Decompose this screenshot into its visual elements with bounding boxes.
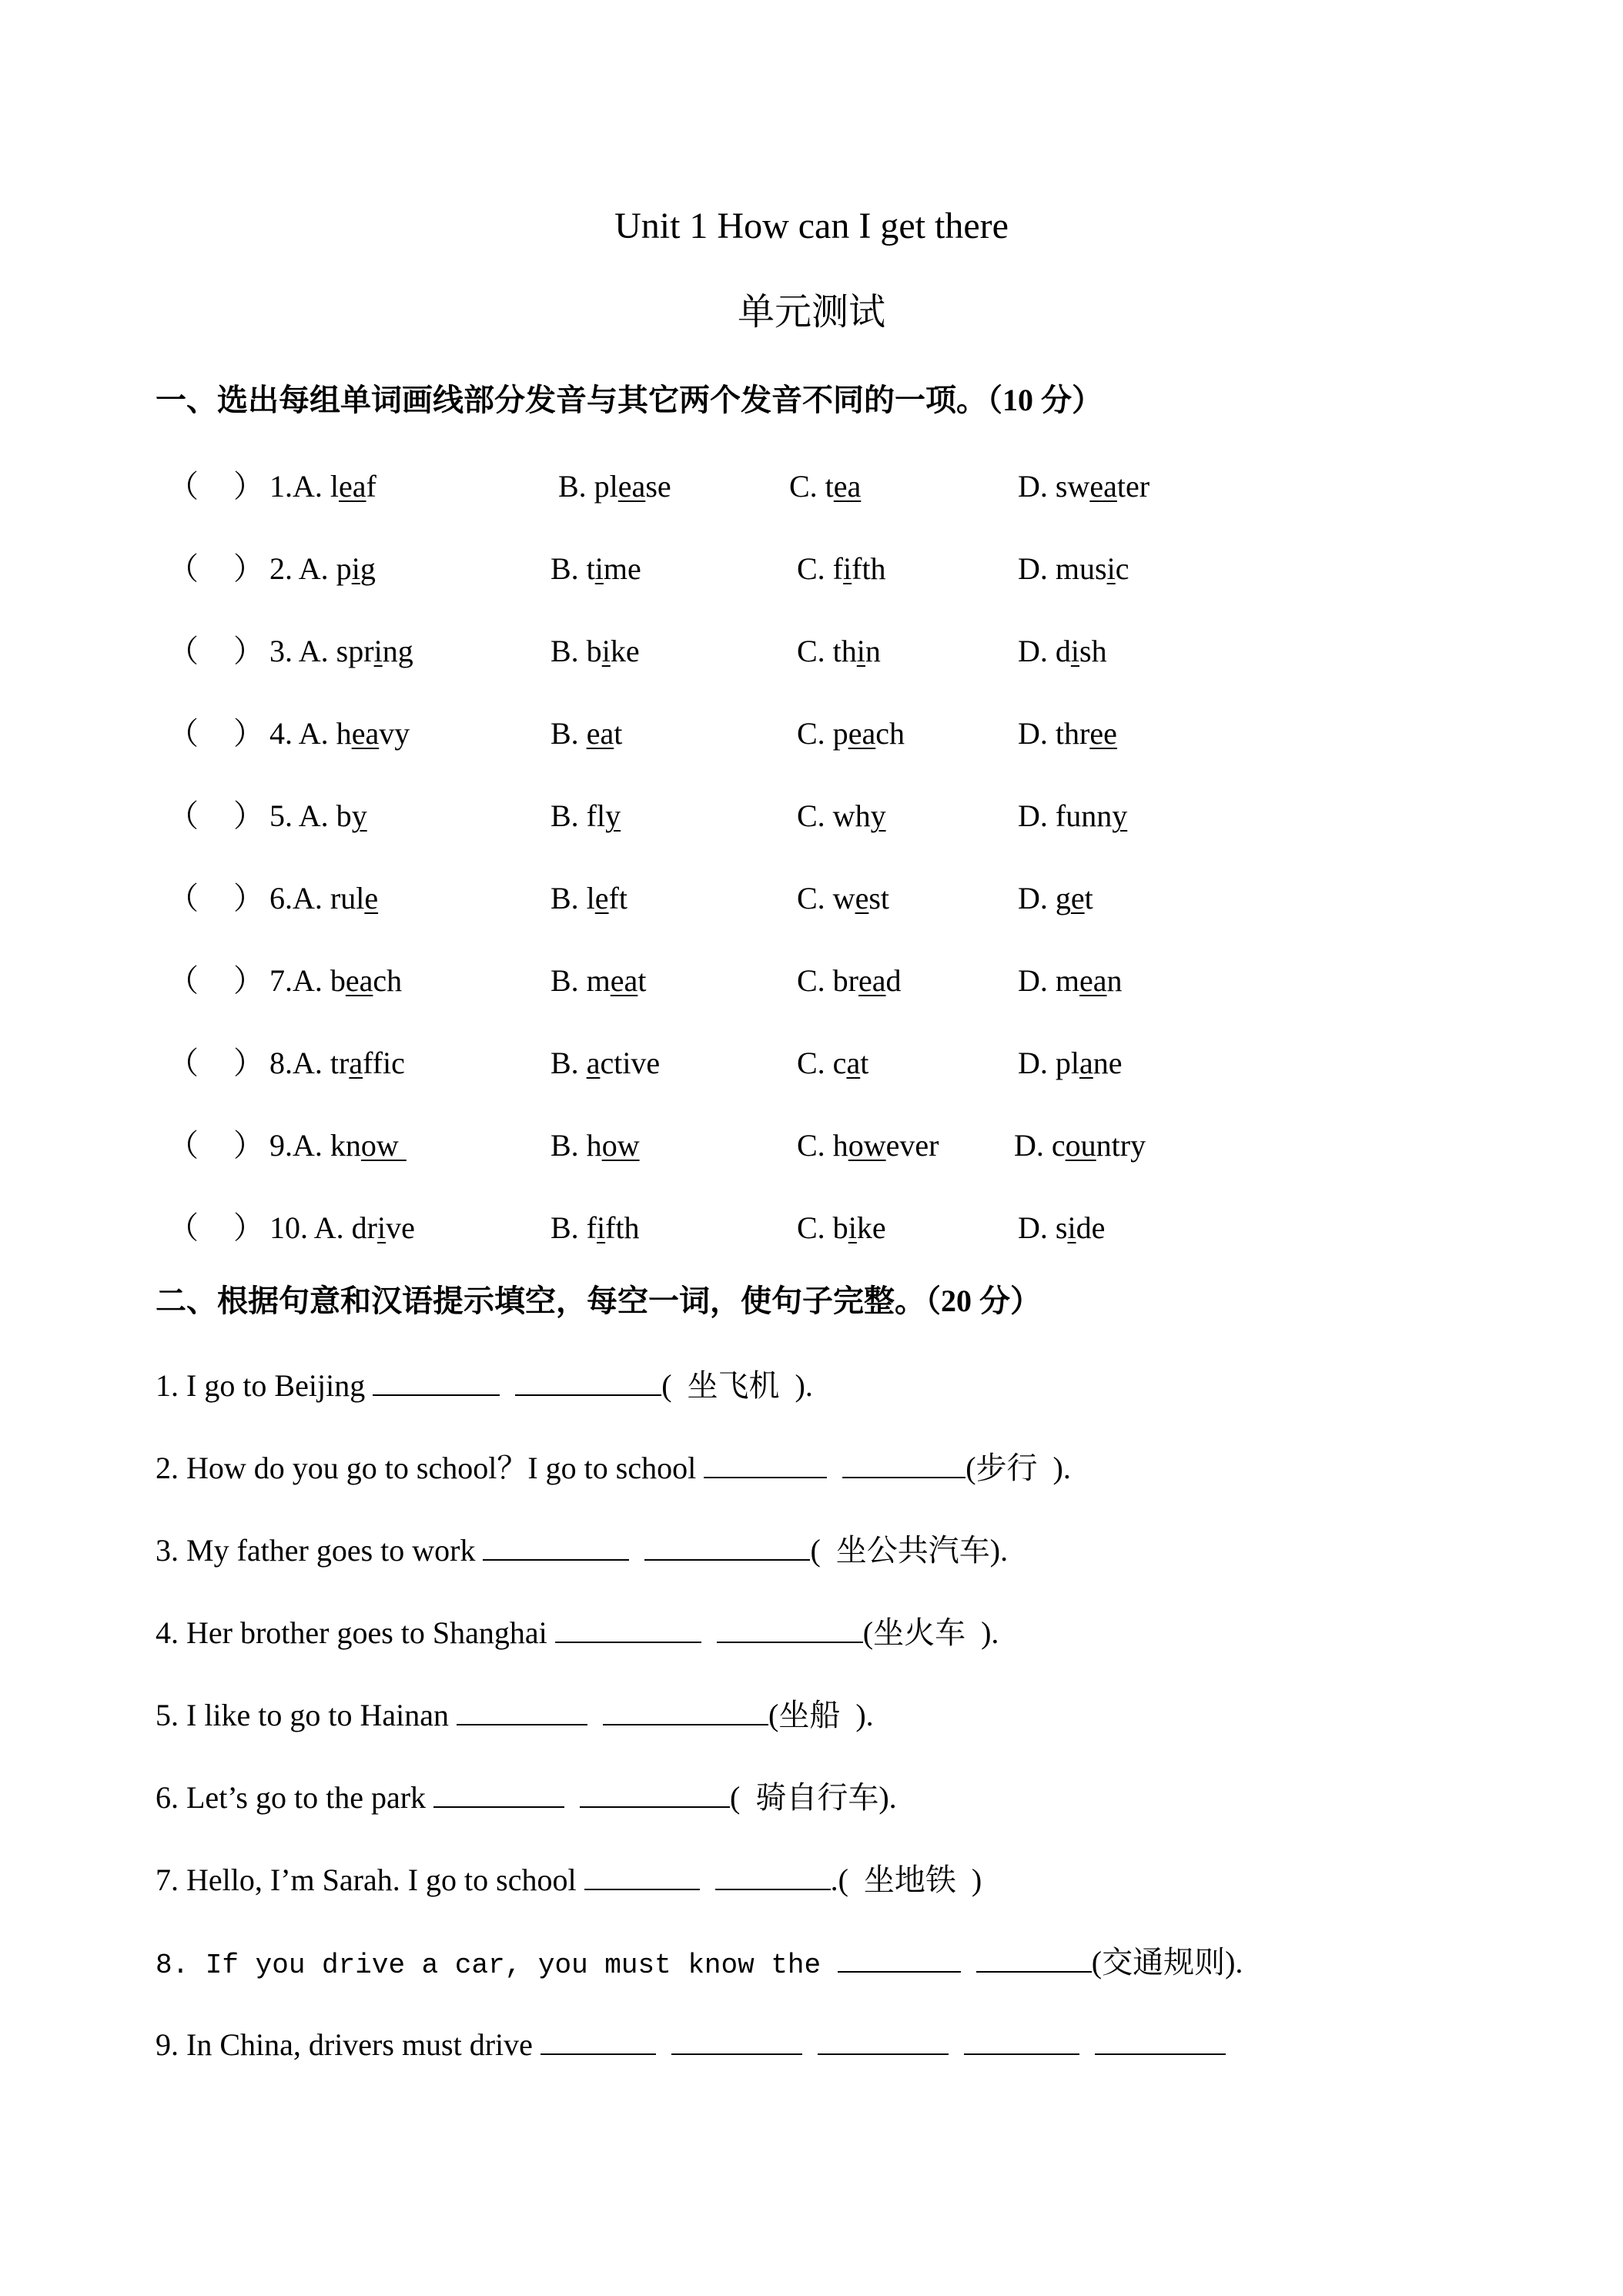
answer-blank[interactable] bbox=[483, 1536, 629, 1561]
answer-paren-close: ） bbox=[233, 881, 264, 915]
underlined-letters: ou bbox=[1065, 1128, 1096, 1163]
underlined-letters: e bbox=[594, 881, 609, 915]
answer-blank[interactable] bbox=[580, 1783, 730, 1808]
underlined-letters: ea bbox=[833, 469, 862, 504]
fill-blank-question bbox=[156, 1615, 999, 1650]
underlined-letters: ea bbox=[339, 469, 366, 504]
chinese-hint: (交通规则). bbox=[1091, 1945, 1243, 1980]
fill-blank-question bbox=[156, 1782, 897, 1813]
underlined-letters: ea bbox=[345, 963, 373, 998]
underlined-letters: ea bbox=[586, 716, 614, 751]
question-text: 5. I like to go to Hainan bbox=[156, 1698, 457, 1732]
page-subtitle: 单元测试 bbox=[737, 292, 885, 333]
answer-paren-close: ） bbox=[233, 963, 264, 998]
answer-paren-open[interactable]: （ bbox=[168, 881, 199, 915]
option-d: D. funny bbox=[1018, 798, 1128, 833]
option-c: C. cat bbox=[797, 1046, 869, 1080]
answer-paren-close: ） bbox=[233, 798, 264, 833]
answer-paren-close: ） bbox=[233, 551, 264, 586]
answer-paren-close: ） bbox=[233, 716, 264, 751]
answer-paren-open[interactable]: （ bbox=[168, 716, 199, 751]
chinese-hint: (坐火车 ). bbox=[862, 1615, 999, 1650]
question-text: 1. I go to Beijing bbox=[156, 1368, 373, 1403]
underlined-letters: i bbox=[843, 551, 852, 586]
answer-paren-close: ） bbox=[233, 1210, 264, 1245]
answer-blank[interactable] bbox=[644, 1536, 810, 1561]
answer-blank[interactable] bbox=[540, 2030, 656, 2055]
underlined-letters: i bbox=[848, 1210, 857, 1245]
answer-blank[interactable] bbox=[715, 1866, 831, 1890]
option-b: B. fifth bbox=[550, 1210, 640, 1245]
option-a: 7.A. beach bbox=[269, 963, 403, 998]
option-d: D. sweater bbox=[1018, 469, 1150, 504]
answer-blank[interactable] bbox=[515, 1371, 661, 1396]
option-b: B. meat bbox=[550, 963, 647, 998]
underlined-letters: ow bbox=[601, 1128, 640, 1163]
option-c: C. fifth bbox=[797, 551, 886, 586]
answer-blank[interactable] bbox=[671, 2030, 802, 2055]
question-text: 8. If you drive a car, you must know the bbox=[156, 1950, 838, 1981]
question-text: 7. Hello, I’m Sarah. I go to school bbox=[156, 1863, 584, 1897]
option-a: 3. A. spring bbox=[269, 634, 413, 668]
underlined-letters: ow bbox=[848, 1128, 886, 1163]
option-c: C. however bbox=[797, 1128, 939, 1163]
underlined-letters: e bbox=[364, 881, 379, 915]
underlined-letters: a bbox=[846, 1046, 861, 1080]
answer-paren-open[interactable]: （ bbox=[168, 1210, 199, 1245]
chinese-hint: (坐船 ). bbox=[768, 1698, 874, 1732]
option-c: C. bike bbox=[797, 1210, 886, 1245]
chinese-hint: ( 坐公共汽车). bbox=[810, 1533, 1009, 1568]
option-d: D. mean bbox=[1018, 963, 1123, 998]
option-d: D. plane bbox=[1018, 1046, 1123, 1080]
underlined-letters: a bbox=[349, 1046, 363, 1080]
option-c: C. west bbox=[797, 881, 890, 915]
answer-paren-open[interactable]: （ bbox=[168, 798, 199, 833]
underlined-letters: y bbox=[1112, 798, 1128, 833]
chinese-hint: .( 坐地铁 ) bbox=[830, 1863, 982, 1897]
underlined-letters: i bbox=[1106, 551, 1116, 586]
fill-blank-question bbox=[156, 1453, 1071, 1484]
question-text: 4. Her brother goes to Shanghai bbox=[156, 1615, 555, 1650]
underlined-letters: e bbox=[855, 881, 869, 915]
answer-paren-open[interactable]: （ bbox=[168, 963, 199, 998]
answer-blank[interactable] bbox=[976, 1948, 1092, 1973]
option-c: C. tea bbox=[789, 469, 862, 504]
answer-blank[interactable] bbox=[818, 2030, 949, 2055]
answer-paren-open[interactable]: （ bbox=[168, 469, 199, 504]
option-c: C. why bbox=[797, 798, 886, 833]
underlined-letters: e bbox=[1070, 881, 1085, 915]
underlined-letters: i bbox=[1067, 1210, 1076, 1245]
question-text: 2. How do you go to school？I go to school bbox=[156, 1451, 704, 1485]
option-a: 2. A. pig bbox=[269, 551, 376, 586]
option-d: D. get bbox=[1018, 881, 1093, 915]
answer-blank[interactable] bbox=[717, 1618, 863, 1643]
answer-blank[interactable] bbox=[433, 1783, 564, 1808]
underlined-letters: i bbox=[597, 1210, 606, 1245]
underlined-letters: i bbox=[594, 551, 604, 586]
answer-blank[interactable] bbox=[842, 1454, 965, 1478]
underlined-letters: ow bbox=[360, 1128, 407, 1163]
option-d: D. music bbox=[1018, 551, 1129, 586]
option-b: B. how bbox=[550, 1128, 640, 1163]
underlined-letters: ea bbox=[610, 963, 638, 998]
question-text: 3. My father goes to work bbox=[156, 1533, 484, 1568]
option-a: 8.A. traffic bbox=[269, 1046, 405, 1080]
option-a: 6.A. rule bbox=[269, 881, 379, 915]
option-b: B. left bbox=[550, 881, 627, 915]
answer-blank[interactable] bbox=[373, 1371, 500, 1396]
section-2-heading: 二、根据句意和汉语提示填空，每空一词，使句子完整。（20 分） bbox=[156, 1284, 1041, 1318]
answer-paren-open[interactable]: （ bbox=[168, 551, 199, 586]
underlined-letters: ea bbox=[848, 716, 876, 751]
chinese-hint: ( 坐飞机 ). bbox=[661, 1368, 813, 1403]
answer-paren-close: ） bbox=[233, 469, 264, 504]
option-b: B. please bbox=[558, 469, 671, 504]
answer-blank[interactable] bbox=[964, 2030, 1079, 2055]
question-text: 6. Let’s go to the park bbox=[156, 1780, 434, 1815]
answer-paren-close: ） bbox=[233, 634, 264, 668]
option-d: D. country bbox=[1014, 1128, 1146, 1163]
option-d: D. three bbox=[1018, 716, 1117, 751]
underlined-letters: i bbox=[377, 1210, 387, 1245]
option-a: 5. A. by bbox=[269, 798, 367, 833]
answer-paren-open[interactable]: （ bbox=[168, 1128, 199, 1163]
underlined-letters: ea bbox=[858, 963, 886, 998]
answer-paren-close: ） bbox=[233, 1128, 264, 1163]
option-b: B. eat bbox=[550, 716, 623, 751]
underlined-letters: i bbox=[856, 634, 865, 668]
underlined-letters: y bbox=[351, 798, 367, 833]
option-b: B. time bbox=[550, 551, 641, 586]
chinese-hint: (步行 ). bbox=[965, 1451, 1071, 1485]
fill-blank-question bbox=[156, 1368, 813, 1403]
chinese-hint: ( 骑自行车). bbox=[730, 1780, 897, 1815]
answer-paren-close: ） bbox=[233, 1046, 264, 1080]
underlined-letters: a bbox=[586, 1046, 601, 1080]
answer-blank[interactable] bbox=[457, 1701, 587, 1725]
answer-blank[interactable] bbox=[603, 1701, 768, 1725]
question-text: 9. In China, drivers must drive bbox=[156, 2027, 540, 2062]
fill-blank-question bbox=[156, 1535, 1008, 1566]
option-c: C. thin bbox=[797, 634, 881, 668]
underlined-letters: ea bbox=[1089, 469, 1117, 504]
option-b: B. fly bbox=[550, 798, 621, 833]
underlined-letters: i bbox=[351, 551, 360, 586]
option-c: C. peach bbox=[797, 716, 905, 751]
option-a: 10. A. drive bbox=[269, 1210, 415, 1245]
underlined-letters: ea bbox=[617, 469, 646, 504]
answer-blank[interactable] bbox=[584, 1866, 700, 1890]
underlined-letters: i bbox=[373, 634, 383, 668]
option-c: C. bread bbox=[797, 963, 902, 998]
answer-paren-open[interactable]: （ bbox=[168, 634, 199, 668]
option-a: 4. A. heavy bbox=[269, 716, 410, 751]
underlined-letters: y bbox=[870, 798, 886, 833]
fill-blank-question bbox=[156, 1700, 874, 1731]
fill-blank-question bbox=[156, 1947, 1243, 1980]
page-title: Unit 1 How can I get there bbox=[614, 206, 1009, 246]
answer-blank[interactable] bbox=[838, 1948, 961, 1973]
answer-blank[interactable] bbox=[555, 1618, 701, 1643]
underlined-letters: ea bbox=[1079, 963, 1107, 998]
option-d: D. side bbox=[1018, 1210, 1106, 1245]
option-d: D. dish bbox=[1018, 634, 1107, 668]
fill-blank-question bbox=[156, 1865, 982, 1896]
underlined-letters: ea bbox=[351, 716, 380, 751]
underlined-letters: i bbox=[1070, 634, 1080, 668]
answer-paren-open[interactable]: （ bbox=[168, 1046, 199, 1080]
fill-blank-question bbox=[156, 2027, 1226, 2062]
underlined-letters: y bbox=[605, 798, 621, 833]
section-1-heading: 一、选出每组单词画线部分发音与其它两个发音不同的一项。（10 分） bbox=[156, 383, 1103, 417]
answer-blank[interactable] bbox=[1095, 2030, 1226, 2055]
underlined-letters: i bbox=[601, 634, 611, 668]
underlined-letters: a bbox=[1079, 1046, 1093, 1080]
option-a: 1.A. leaf bbox=[269, 469, 376, 504]
option-b: B. bike bbox=[550, 634, 640, 668]
option-a: 9.A. know bbox=[269, 1128, 407, 1163]
answer-blank[interactable] bbox=[704, 1454, 827, 1478]
option-b: B. active bbox=[550, 1046, 661, 1080]
underlined-letters: ee bbox=[1089, 716, 1117, 751]
